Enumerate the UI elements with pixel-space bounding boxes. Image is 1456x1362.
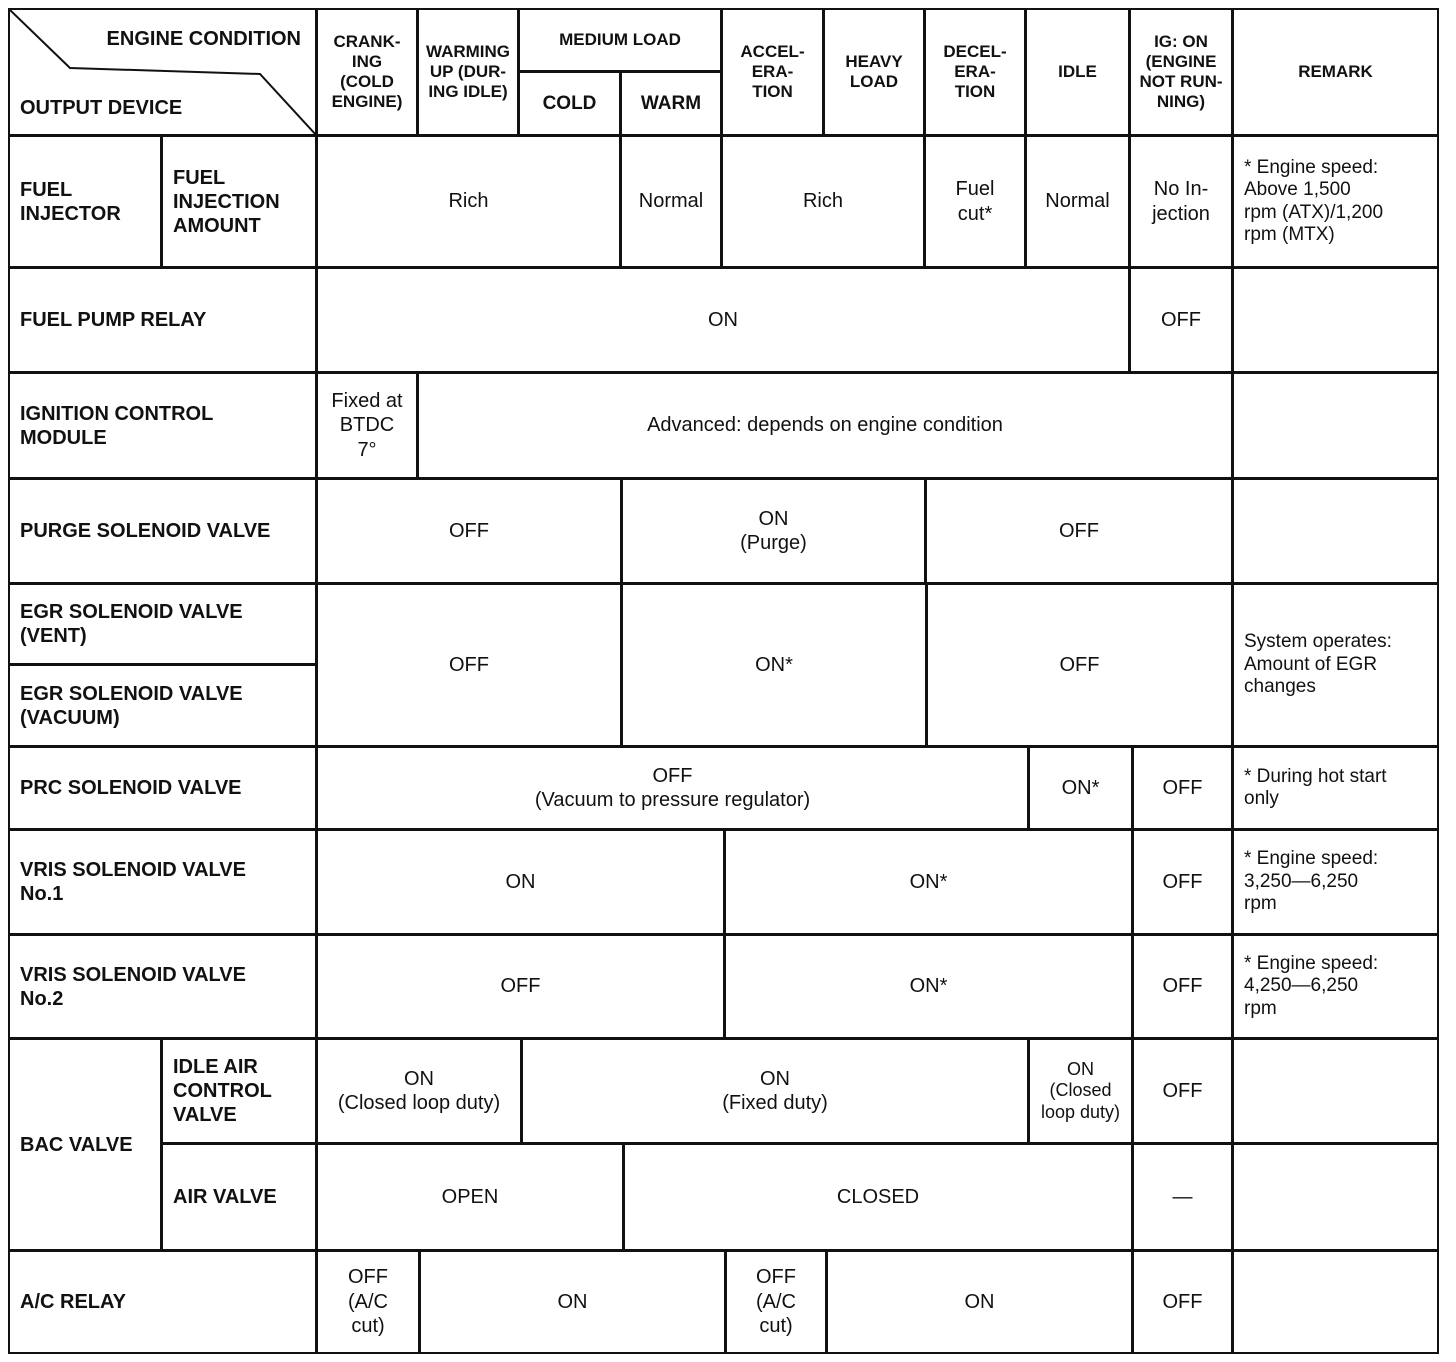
fuel-injection-no-injection-cell: No In- jection xyxy=(1129,135,1233,268)
fuel-injection-normal-cell: Normal xyxy=(620,135,722,268)
header-medium-load: MEDIUM LOAD xyxy=(518,8,722,72)
iac-off-cell: OFF xyxy=(1132,1038,1233,1144)
vris2-off-cell: OFF xyxy=(1132,934,1233,1039)
row-label-ignition-control-module: IGNITION CONTROL MODULE xyxy=(8,372,317,479)
vris1-on-starred-cell: ON* xyxy=(724,829,1133,935)
fuel-injection-normal-cell: Normal xyxy=(1025,135,1130,268)
prc-off-vacuum-cell: OFF (Vacuum to pressure regulator) xyxy=(316,746,1029,830)
egr-off-cell: OFF xyxy=(926,583,1233,747)
row-label-vris-solenoid-valve-1: VRIS SOLENOID VALVE No.1 xyxy=(8,829,317,935)
air-valve-remark xyxy=(1232,1143,1439,1251)
egr-on-cell: ON* xyxy=(621,583,927,747)
row-label-egr-solenoid-valve-vacuum: EGR SOLENOID VALVE (VACUUM) xyxy=(8,664,317,747)
purge-off-cell: OFF xyxy=(316,478,622,584)
row-label-bac-valve: BAC VALVE xyxy=(8,1038,162,1251)
air-valve-open-cell: OPEN xyxy=(316,1143,624,1251)
fuel-injection-rich-cell: Rich xyxy=(316,135,621,268)
fuel-injection-rich-cell: Rich xyxy=(721,135,925,268)
iac-on-fixed-duty-cell: ON (Fixed duty) xyxy=(521,1038,1029,1144)
header-ig-on: IG: ON (ENGINE NOT RUN- NING) xyxy=(1129,8,1233,136)
header-remark: REMARK xyxy=(1232,8,1439,136)
air-valve-dash-cell: — xyxy=(1132,1143,1233,1251)
row-sublabel-fuel-injection-amount: FUEL INJECTION AMOUNT xyxy=(161,135,317,268)
iac-remark xyxy=(1232,1038,1439,1144)
air-valve-closed-cell: CLOSED xyxy=(623,1143,1133,1251)
prc-remark: * During hot start only xyxy=(1232,746,1439,830)
vris1-off-cell: OFF xyxy=(1132,829,1233,935)
row-label-ac-relay: A/C RELAY xyxy=(8,1250,317,1354)
header-heavy-load: HEAVY LOAD xyxy=(823,8,925,136)
vris2-off-cell: OFF xyxy=(316,934,725,1039)
vris2-on-starred-cell: ON* xyxy=(724,934,1133,1039)
purge-off-cell: OFF xyxy=(925,478,1233,584)
purge-on-cell: ON (Purge) xyxy=(621,478,926,584)
row-label-vris-solenoid-valve-2: VRIS SOLENOID VALVE No.2 xyxy=(8,934,317,1039)
egr-off-cell: OFF xyxy=(316,583,622,747)
ac-relay-remark xyxy=(1232,1250,1439,1354)
header-cranking: CRANK- ING (COLD ENGINE) xyxy=(316,8,418,136)
ac-relay-off-cut-cell: OFF (A/C cut) xyxy=(316,1250,420,1354)
prc-off-cell: OFF xyxy=(1132,746,1233,830)
vris1-remark: * Engine speed: 3,250—6,250 rpm xyxy=(1232,829,1439,935)
iac-on-closed-loop-cell: ON (Closed loop duty) xyxy=(1028,1038,1133,1144)
fuel-pump-relay-remark xyxy=(1232,267,1439,373)
vris2-remark: * Engine speed: 4,250—6,250 rpm xyxy=(1232,934,1439,1039)
purge-remark xyxy=(1232,478,1439,584)
engine-condition-heading: ENGINE CONDITION xyxy=(106,28,301,50)
fuel-injection-fuel-cut-cell: Fuel cut* xyxy=(924,135,1026,268)
row-label-purge-solenoid-valve: PURGE SOLENOID VALVE xyxy=(8,478,317,584)
ac-relay-on-cell: ON xyxy=(419,1250,726,1354)
ac-relay-off-cell: OFF xyxy=(1132,1250,1233,1354)
ignition-fixed-timing-cell: Fixed at BTDC 7° xyxy=(316,372,418,479)
row-label-egr-solenoid-valve-vent: EGR SOLENOID VALVE (VENT) xyxy=(8,583,317,665)
header-acceleration: ACCEL- ERA- TION xyxy=(721,8,824,136)
egr-remark: System operates: Amount of EGR changes xyxy=(1232,583,1439,747)
row-label-fuel-injector: FUEL INJECTOR xyxy=(8,135,162,268)
iac-on-closed-loop-cell: ON (Closed loop duty) xyxy=(316,1038,522,1144)
ignition-remark xyxy=(1232,372,1439,479)
fuel-injection-remark: * Engine speed: Above 1,500 rpm (ATX)/1,200 rpm (MTX) xyxy=(1232,135,1439,268)
header-corner-cell xyxy=(8,8,317,136)
fuel-pump-relay-off-cell: OFF xyxy=(1129,267,1233,373)
row-label-fuel-pump-relay: FUEL PUMP RELAY xyxy=(8,267,317,373)
row-sublabel-idle-air-control-valve: IDLE AIR CONTROL VALVE xyxy=(161,1038,317,1144)
ac-relay-off-cut-cell: OFF (A/C cut) xyxy=(725,1250,827,1354)
header-warming-up: WARMING UP (DUR- ING IDLE) xyxy=(417,8,519,136)
vris1-on-cell: ON xyxy=(316,829,725,935)
output-device-heading: OUTPUT DEVICE xyxy=(20,97,183,119)
fuel-pump-relay-on-cell: ON xyxy=(316,267,1130,373)
header-cold: COLD xyxy=(518,71,621,136)
header-warm: WARM xyxy=(620,71,722,136)
row-sublabel-air-valve: AIR VALVE xyxy=(161,1143,317,1251)
header-deceleration: DECEL- ERA- TION xyxy=(924,8,1026,136)
header-idle: IDLE xyxy=(1025,8,1130,136)
ac-relay-on-cell: ON xyxy=(826,1250,1133,1354)
ignition-advanced-cell: Advanced: depends on engine condition xyxy=(417,372,1233,479)
row-label-prc-solenoid-valve: PRC SOLENOID VALVE xyxy=(8,746,317,830)
prc-on-cell: ON* xyxy=(1028,746,1133,830)
